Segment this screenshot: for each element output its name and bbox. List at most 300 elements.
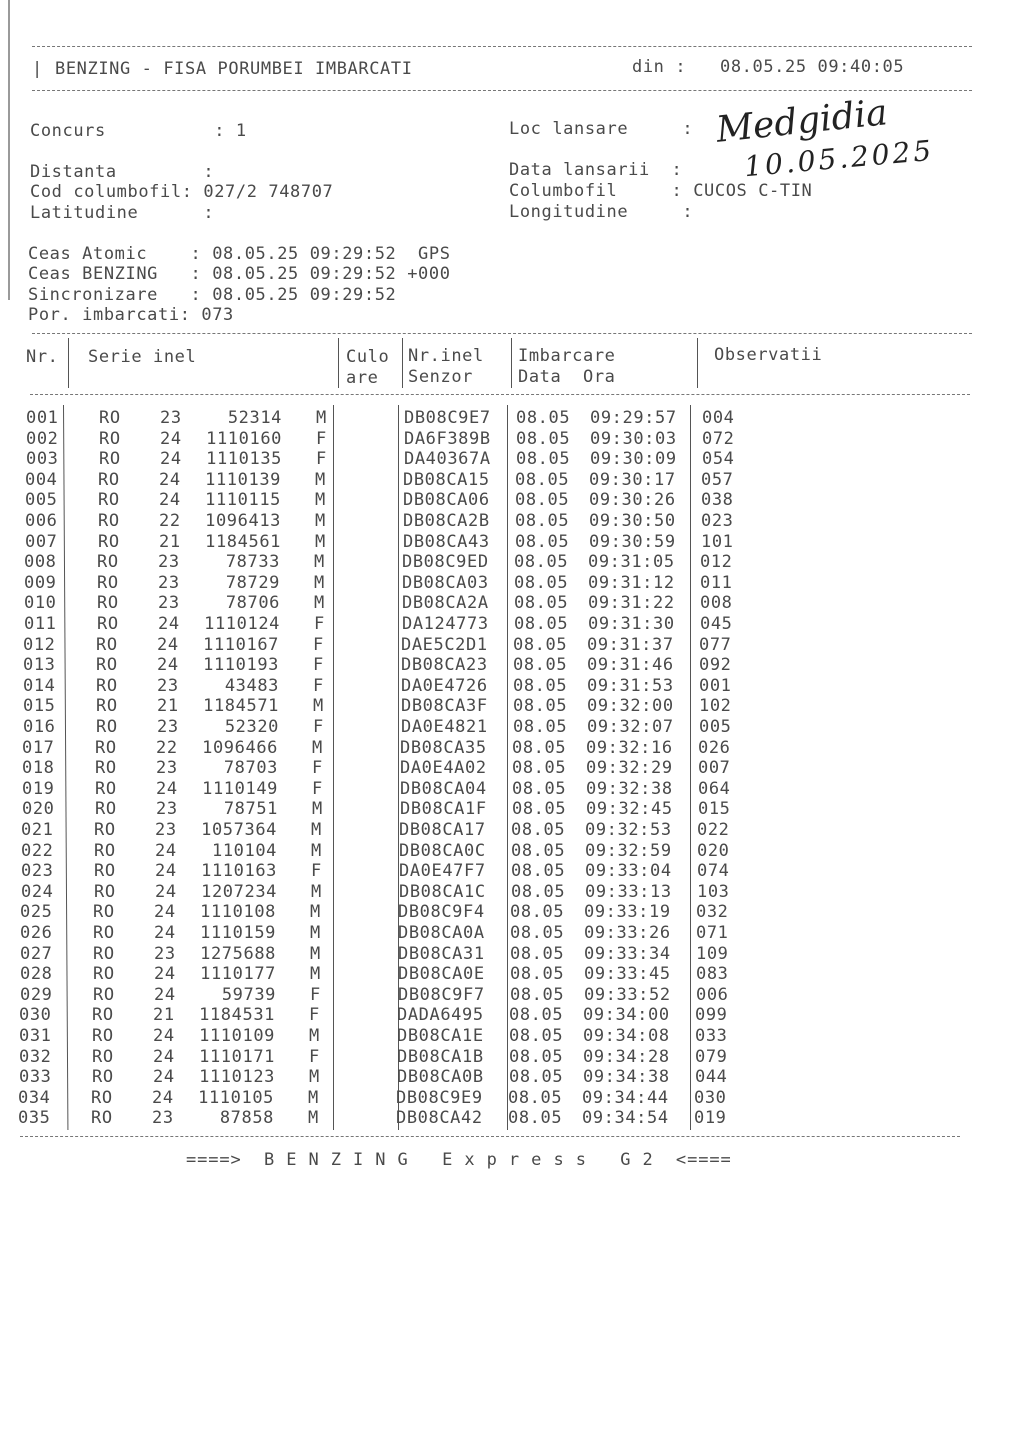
cell-time: 09:30:50 <box>589 511 676 531</box>
cell-sensor: DB08CA2B <box>403 511 490 531</box>
cell-time: 09:33:19 <box>584 902 671 923</box>
cell-observatii: 008 <box>700 593 733 614</box>
cell-sensor: DB08C9F4 <box>398 902 485 923</box>
cell-sex: M <box>311 840 322 861</box>
cell-observatii: 102 <box>699 696 732 717</box>
cell-country: RO <box>92 1067 114 1088</box>
table-row <box>0 635 1024 655</box>
cell-date: 08.05 <box>510 964 565 985</box>
cell-country: RO <box>92 1005 114 1026</box>
cell-observatii: 030 <box>694 1087 727 1108</box>
cell-nr: 025 <box>20 902 53 923</box>
cell-sensor: DA6F389B <box>404 428 491 449</box>
col-header-culoare-2: are <box>346 368 379 388</box>
table-row <box>0 676 1024 696</box>
cell-ring: 1110149 <box>202 778 278 799</box>
cell-date: 08.05 <box>515 469 570 490</box>
table-row <box>0 532 1024 552</box>
cell-observatii: 038 <box>701 490 734 511</box>
cell-date: 08.05 <box>516 428 571 449</box>
divider-after-imbarcare <box>697 338 698 388</box>
cell-time: 09:34:00 <box>583 1005 670 1026</box>
cell-year: 24 <box>152 1087 174 1108</box>
cell-country: RO <box>95 799 117 820</box>
cell-year: 24 <box>160 428 182 449</box>
cell-country: RO <box>91 1108 113 1129</box>
table-row <box>0 449 1024 469</box>
cell-sensor: DB08CA0B <box>397 1067 484 1088</box>
cell-date: 08.05 <box>514 614 569 634</box>
cell-country: RO <box>98 511 120 531</box>
cell-ring: 1096413 <box>205 511 281 531</box>
cell-nr: 010 <box>24 593 57 614</box>
cell-time: 09:31:05 <box>588 552 675 573</box>
cell-sensor: DAE5C2D1 <box>401 634 488 655</box>
table-row <box>0 470 1024 490</box>
por-imbarcati-line: Por. imbarcati: 073 <box>28 305 234 325</box>
cell-date: 08.05 <box>515 490 570 511</box>
cell-sex: M <box>315 511 326 531</box>
cell-country: RO <box>98 490 120 511</box>
cell-year: 24 <box>159 490 181 511</box>
cell-time: 09:34:54 <box>582 1108 669 1129</box>
cell-sensor: DB08CA0E <box>398 964 485 985</box>
cell-date: 08.05 <box>514 552 569 573</box>
cell-time: 09:32:07 <box>587 717 674 737</box>
cell-ring: 1057364 <box>201 820 277 840</box>
cell-time: 09:31:22 <box>588 593 675 614</box>
cell-country: RO <box>93 923 115 943</box>
cell-year: 21 <box>153 1005 175 1026</box>
cell-sensor: DB08CA1C <box>399 881 486 902</box>
cell-sex: F <box>310 984 321 1005</box>
cell-year: 24 <box>153 1067 175 1088</box>
cell-date: 08.05 <box>508 1087 563 1108</box>
cell-observatii: 001 <box>699 675 732 696</box>
cell-sex: F <box>313 634 324 655</box>
cell-year: 24 <box>159 469 181 490</box>
cell-observatii: 015 <box>698 799 731 820</box>
cell-date: 08.05 <box>516 449 571 470</box>
table-row <box>0 1067 1024 1087</box>
cell-date: 08.05 <box>512 758 567 779</box>
cell-year: 24 <box>155 840 177 861</box>
latitudine-line: Latitudine : <box>30 203 215 223</box>
cell-nr: 024 <box>21 881 54 902</box>
cell-country: RO <box>96 655 118 676</box>
cell-sensor: DB08CA42 <box>396 1108 483 1129</box>
cell-sensor: DADA6495 <box>397 1005 484 1026</box>
table-row <box>0 511 1024 531</box>
table-row <box>0 799 1024 819</box>
cell-year: 24 <box>156 778 178 799</box>
cell-ring: 78703 <box>223 758 278 779</box>
col-header-nr: Nr. <box>26 347 59 367</box>
cell-observatii: 044 <box>695 1067 728 1088</box>
cell-observatii: 101 <box>701 531 734 552</box>
cell-ring: 59739 <box>221 984 276 1005</box>
cell-date: 08.05 <box>510 923 565 943</box>
cell-sex: M <box>315 490 326 511</box>
cell-sensor: DB08C9E7 <box>404 408 491 428</box>
cell-year: 23 <box>152 1108 174 1129</box>
cell-ring: 1110105 <box>198 1087 274 1108</box>
cell-nr: 013 <box>23 655 56 676</box>
cell-country: RO <box>96 675 118 696</box>
cell-date: 08.05 <box>509 1005 564 1026</box>
header-top-rule <box>32 46 972 47</box>
cell-observatii: 083 <box>696 964 729 985</box>
divider-after-nr <box>68 338 69 388</box>
cell-country: RO <box>93 984 115 1005</box>
cell-ring: 87858 <box>219 1108 274 1129</box>
table-row <box>0 944 1024 964</box>
table-row <box>0 882 1024 902</box>
cell-observatii: 012 <box>700 552 733 573</box>
cell-nr: 022 <box>21 840 54 861</box>
cell-country: RO <box>98 469 120 490</box>
cell-date: 08.05 <box>513 634 568 655</box>
columbofil-line: Columbofil : CUCOS C-TIN <box>509 181 813 201</box>
cell-sex: M <box>314 593 325 614</box>
cell-time: 09:34:08 <box>583 1026 670 1046</box>
cell-sensor: DB08CA0A <box>398 923 485 943</box>
cell-year: 23 <box>156 799 178 820</box>
cell-year: 24 <box>153 1026 175 1046</box>
cell-year: 23 <box>158 552 180 573</box>
cell-time: 09:33:45 <box>584 964 671 985</box>
cell-time: 09:32:59 <box>585 840 672 861</box>
cell-year: 24 <box>160 449 182 470</box>
header-left-bar: | <box>32 59 43 79</box>
cell-sex: M <box>316 408 327 428</box>
cell-sex: M <box>315 531 326 552</box>
cell-date: 08.05 <box>516 408 571 428</box>
cell-nr: 035 <box>18 1108 51 1129</box>
table-row <box>0 1005 1024 1025</box>
cell-observatii: 079 <box>695 1046 728 1067</box>
cell-time: 09:31:46 <box>587 655 674 676</box>
cell-observatii: 109 <box>696 943 729 964</box>
cell-date: 08.05 <box>513 717 568 737</box>
cell-nr: 017 <box>22 737 55 758</box>
col-header-nr-inel: Nr.inel <box>408 346 484 366</box>
cell-sex: M <box>313 696 324 717</box>
cell-country: RO <box>93 943 115 964</box>
cell-time: 09:32:16 <box>586 737 673 758</box>
cell-year: 24 <box>157 634 179 655</box>
cell-time: 09:30:09 <box>590 449 677 470</box>
cell-time: 09:32:53 <box>585 820 672 840</box>
cell-ring: 78729 <box>225 572 280 593</box>
col-header-senzor: Senzor <box>408 367 474 387</box>
cell-sex: M <box>314 552 325 573</box>
cell-year: 24 <box>154 984 176 1005</box>
cell-time: 09:30:17 <box>589 469 676 490</box>
cell-observatii: 103 <box>697 881 730 902</box>
cell-date: 08.05 <box>512 737 567 758</box>
cell-sensor: DB08CA23 <box>401 655 488 676</box>
cell-ring: 78751 <box>223 799 278 820</box>
cell-year: 23 <box>158 572 180 593</box>
cell-date: 08.05 <box>513 675 568 696</box>
cell-date: 08.05 <box>514 572 569 593</box>
cell-observatii: 071 <box>696 923 729 943</box>
cell-time: 09:31:12 <box>588 572 675 593</box>
cell-sensor: DB08C9F7 <box>398 984 485 1005</box>
cell-sensor: DB08CA03 <box>402 572 489 593</box>
data-lansarii-handwritten: 10.05.2025 <box>742 133 936 184</box>
cell-time: 09:33:13 <box>585 881 672 902</box>
col-header-data-ora: Data Ora <box>518 367 616 387</box>
cell-observatii: 004 <box>702 408 735 428</box>
col-header-imbarcare: Imbarcare <box>518 346 616 366</box>
page-edge-shadow <box>8 0 10 300</box>
cell-year: 24 <box>154 923 176 943</box>
cell-sex: F <box>313 675 324 696</box>
cell-observatii: 023 <box>701 511 734 531</box>
cell-sensor: DB08CA0C <box>399 840 486 861</box>
cell-nr: 029 <box>20 984 53 1005</box>
concurs-line: Concurs : 1 <box>30 121 247 141</box>
table-row <box>0 1026 1024 1046</box>
table-row <box>0 1088 1024 1108</box>
cell-year: 23 <box>157 675 179 696</box>
table-row <box>0 1108 1024 1128</box>
loc-lansare-handwritten: Medgidia <box>714 92 890 151</box>
cell-nr: 023 <box>21 861 54 882</box>
cell-sensor: DB08C9ED <box>402 552 489 573</box>
cell-sensor: DB08CA2A <box>402 593 489 614</box>
cell-observatii: 077 <box>699 634 732 655</box>
cell-country: RO <box>92 1046 114 1067</box>
cell-sensor: DA40367A <box>404 449 491 470</box>
cell-country: RO <box>95 778 117 799</box>
cell-date: 08.05 <box>510 943 565 964</box>
table-row <box>0 552 1024 572</box>
cell-date: 08.05 <box>508 1108 563 1129</box>
cell-date: 08.05 <box>511 881 566 902</box>
cell-country: RO <box>94 881 116 902</box>
cell-year: 22 <box>156 737 178 758</box>
cell-nr: 016 <box>23 717 56 737</box>
cell-sensor: DA0E4726 <box>401 675 488 696</box>
col-header-serie-inel: Serie inel <box>88 347 197 367</box>
cell-time: 09:31:37 <box>587 634 674 655</box>
cell-observatii: 072 <box>702 428 735 449</box>
cell-time: 09:30:59 <box>589 531 676 552</box>
cell-country: RO <box>97 552 119 573</box>
cell-time: 09:30:26 <box>589 490 676 511</box>
cell-ring: 1110171 <box>199 1046 275 1067</box>
cell-nr: 032 <box>19 1046 52 1067</box>
cell-ring: 1184571 <box>203 696 279 717</box>
cell-country: RO <box>97 593 119 614</box>
cell-country: RO <box>94 820 116 840</box>
cell-nr: 018 <box>22 758 55 779</box>
footer-banner: ====> B E N Z I N G E x p r e s s G 2 <==== <box>186 1150 732 1170</box>
cell-ring: 78706 <box>225 593 280 614</box>
table-row <box>0 717 1024 737</box>
cell-date: 08.05 <box>509 1026 564 1046</box>
cell-ring: 1110160 <box>206 428 282 449</box>
cell-sex: M <box>310 902 321 923</box>
table-row <box>0 655 1024 675</box>
cell-nr: 003 <box>26 449 59 470</box>
cell-nr: 020 <box>22 799 55 820</box>
longitudine-line: Longitudine : <box>509 202 694 222</box>
cell-time: 09:33:52 <box>584 984 671 1005</box>
cell-sensor: DA0E4821 <box>401 717 488 737</box>
cell-year: 24 <box>153 1046 175 1067</box>
cell-ring: 1110159 <box>200 923 276 943</box>
cell-sensor: DB08CA1B <box>397 1046 484 1067</box>
cell-time: 09:29:57 <box>590 408 677 428</box>
din-label: din : <box>632 57 687 77</box>
cell-sensor: DA0E47F7 <box>399 861 486 882</box>
cell-time: 09:34:28 <box>583 1046 670 1067</box>
cell-sex: M <box>308 1108 319 1129</box>
cell-observatii: 099 <box>695 1005 728 1026</box>
table-row <box>0 923 1024 943</box>
cell-date: 08.05 <box>509 1067 564 1088</box>
cell-observatii: 057 <box>701 469 734 490</box>
divider-after-culoare <box>402 338 403 388</box>
cell-sex: F <box>309 1005 320 1026</box>
cell-ring: 1110123 <box>199 1067 275 1088</box>
cell-ring: 1184531 <box>199 1005 275 1026</box>
table-row <box>0 490 1024 510</box>
cell-country: RO <box>93 902 115 923</box>
cell-sex: M <box>315 469 326 490</box>
cell-country: RO <box>97 614 119 634</box>
cell-country: RO <box>95 758 117 779</box>
cell-time: 09:33:26 <box>584 923 671 943</box>
cell-time: 09:32:38 <box>586 778 673 799</box>
cell-observatii: 033 <box>695 1026 728 1046</box>
cell-ring: 52314 <box>227 408 282 428</box>
cell-sex: M <box>310 964 321 985</box>
table-row <box>0 1047 1024 1067</box>
cell-sex: M <box>308 1087 319 1108</box>
cell-observatii: 074 <box>697 861 730 882</box>
cell-nr: 007 <box>25 531 58 552</box>
cell-ring: 1110167 <box>203 634 279 655</box>
cell-sensor: DA124773 <box>402 614 489 634</box>
table-row <box>0 820 1024 840</box>
table-row <box>0 429 1024 449</box>
cell-date: 08.05 <box>511 861 566 882</box>
cell-year: 23 <box>160 408 182 428</box>
cell-time: 09:32:29 <box>586 758 673 779</box>
header-bottom-rule <box>32 90 972 91</box>
document-title: BENZING - FISA PORUMBEI IMBARCATI <box>55 59 413 79</box>
cell-sex: F <box>316 449 327 470</box>
table-row <box>0 985 1024 1005</box>
cell-country: RO <box>93 964 115 985</box>
cell-sensor: DB08CA1F <box>400 799 487 820</box>
cell-observatii: 045 <box>700 614 733 634</box>
cell-nr: 027 <box>20 943 53 964</box>
cell-country: RO <box>96 696 118 717</box>
cell-sex: F <box>312 758 323 779</box>
cell-time: 09:31:53 <box>587 675 674 696</box>
cell-observatii: 054 <box>702 449 735 470</box>
cell-sensor: DB08CA15 <box>403 469 490 490</box>
ceas-benzing-line: Ceas BENZING : 08.05.25 09:29:52 +000 <box>28 264 451 284</box>
cell-ring: 1110115 <box>205 490 281 511</box>
cell-nr: 021 <box>21 820 54 840</box>
cell-date: 08.05 <box>515 531 570 552</box>
cell-ring: 1110163 <box>201 861 277 882</box>
cell-year: 22 <box>159 511 181 531</box>
divider-after-serie <box>338 338 339 388</box>
cell-sex: M <box>311 820 322 840</box>
cell-sex: M <box>312 737 323 758</box>
cell-year: 23 <box>157 717 179 737</box>
cell-ring: 43483 <box>224 675 279 696</box>
cell-year: 24 <box>155 861 177 882</box>
cell-ring: 1110109 <box>199 1026 275 1046</box>
col-header-observatii: Observatii <box>714 345 823 365</box>
data-lansarii-label: Data lansarii : <box>509 160 683 180</box>
table-header-bottom-rule <box>30 394 970 395</box>
cell-time: 09:32:00 <box>587 696 674 717</box>
cell-date: 08.05 <box>511 840 566 861</box>
cell-country: RO <box>96 717 118 737</box>
cell-year: 23 <box>155 820 177 840</box>
cell-year: 24 <box>157 655 179 676</box>
cell-nr: 026 <box>20 923 53 943</box>
cell-observatii: 006 <box>696 984 729 1005</box>
cell-year: 24 <box>158 614 180 634</box>
cell-date: 08.05 <box>510 902 565 923</box>
table-row <box>0 408 1024 428</box>
cell-nr: 004 <box>25 469 58 490</box>
cell-year: 23 <box>158 593 180 614</box>
table-row <box>0 964 1024 984</box>
cell-sex: M <box>310 943 321 964</box>
cell-ring: 1184561 <box>205 531 281 552</box>
cell-nr: 014 <box>23 675 56 696</box>
table-row <box>0 841 1024 861</box>
table-row <box>0 738 1024 758</box>
table-row <box>0 593 1024 613</box>
cell-sex: M <box>314 572 325 593</box>
table-bottom-rule <box>20 1136 960 1137</box>
table-header-top-rule <box>32 333 972 334</box>
cell-date: 08.05 <box>509 1046 564 1067</box>
cell-sex: F <box>312 778 323 799</box>
cell-observatii: 020 <box>697 840 730 861</box>
cell-sensor: DA0E4A02 <box>400 758 487 779</box>
cell-country: RO <box>99 408 121 428</box>
cell-nr: 006 <box>25 511 58 531</box>
cell-nr: 030 <box>19 1005 52 1026</box>
cell-observatii: 007 <box>698 758 731 779</box>
cell-nr: 033 <box>19 1067 52 1088</box>
cell-nr: 005 <box>25 490 58 511</box>
table-row <box>0 758 1024 778</box>
cell-sensor: DB08C9E9 <box>396 1087 483 1108</box>
cell-ring: 1110177 <box>200 964 276 985</box>
cell-observatii: 064 <box>698 778 731 799</box>
cell-time: 09:34:38 <box>583 1067 670 1088</box>
cell-nr: 028 <box>20 964 53 985</box>
din-value: 08.05.25 09:40:05 <box>720 57 905 77</box>
cell-sex: F <box>311 861 322 882</box>
cell-observatii: 011 <box>700 572 733 593</box>
